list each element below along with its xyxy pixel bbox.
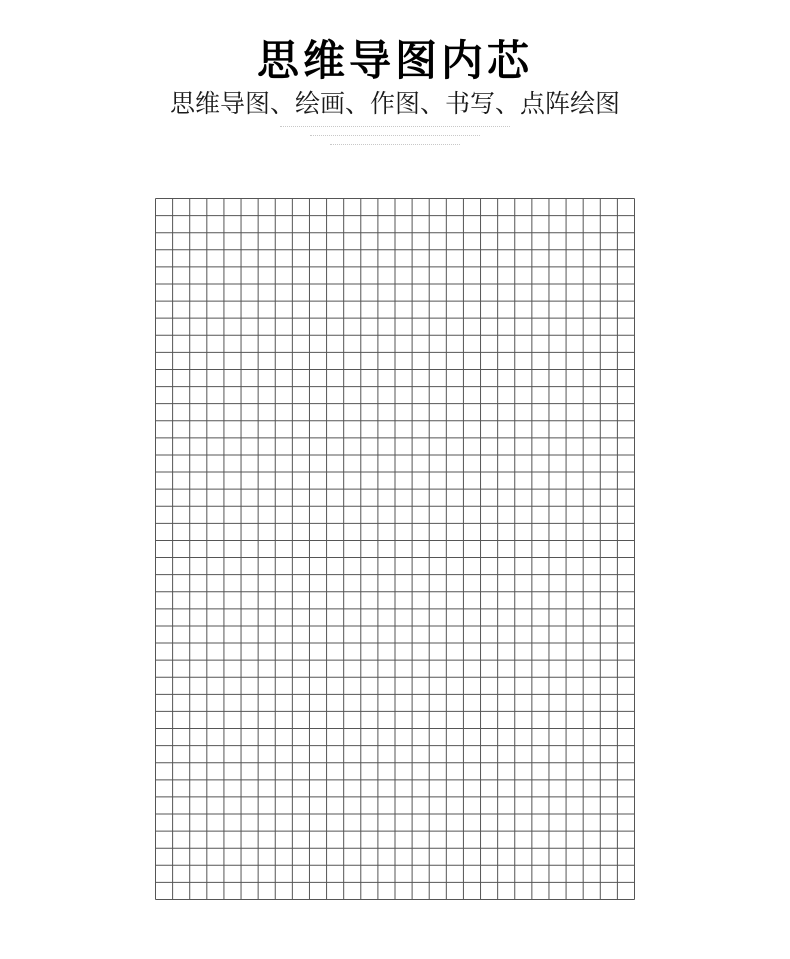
page-subtitle: 思维导图、绘画、作图、书写、点阵绘图 [169,89,620,118]
fine-print-line [330,144,460,151]
grid-paper [155,198,635,900]
fine-print-line [280,126,510,133]
decorative-fine-print [0,126,790,153]
page-title: 思维导图内芯 [256,36,533,86]
fine-print-line [310,135,480,142]
